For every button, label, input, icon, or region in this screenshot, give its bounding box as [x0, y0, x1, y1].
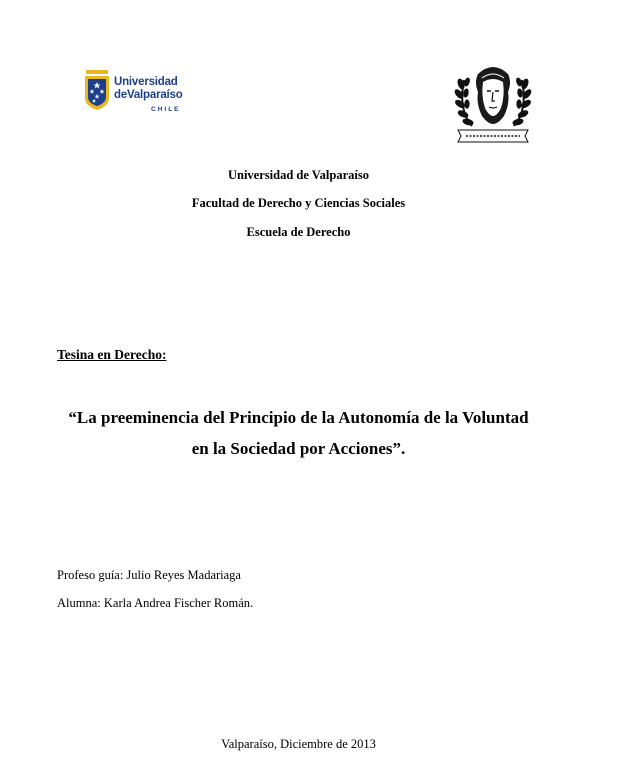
student-line: Alumna: Karla Andrea Fischer Román.: [57, 596, 254, 610]
law-school-seal-icon: [452, 60, 534, 144]
university-logo-wordmark: [114, 76, 183, 102]
school-name: Escuela de Derecho: [246, 225, 351, 239]
university-name: Universidad de Valparaíso: [227, 168, 369, 182]
thesis-type-label: Tesina en Derecho:: [57, 347, 167, 362]
faculty-name: Facultad de Derecho y Ciencias Sociales: [191, 196, 406, 210]
place-date: Valparaíso, Diciembre de 2013: [221, 737, 376, 751]
university-logo: [84, 66, 194, 118]
thesis-title-line2: en la Sociedad por Acciones”.: [191, 439, 406, 458]
university-shield-icon: [84, 70, 110, 110]
advisor-line: Profeso guía: Julio Reyes Madariaga: [57, 568, 241, 582]
university-logo-line2: deValparaíso: [114, 89, 183, 101]
university-logo-country: CHILE: [151, 106, 181, 113]
thesis-title-line1: “La preeminencia del Principio de la Autonomía de la Voluntad: [68, 408, 529, 427]
university-logo-line1: Universidad: [114, 76, 178, 88]
